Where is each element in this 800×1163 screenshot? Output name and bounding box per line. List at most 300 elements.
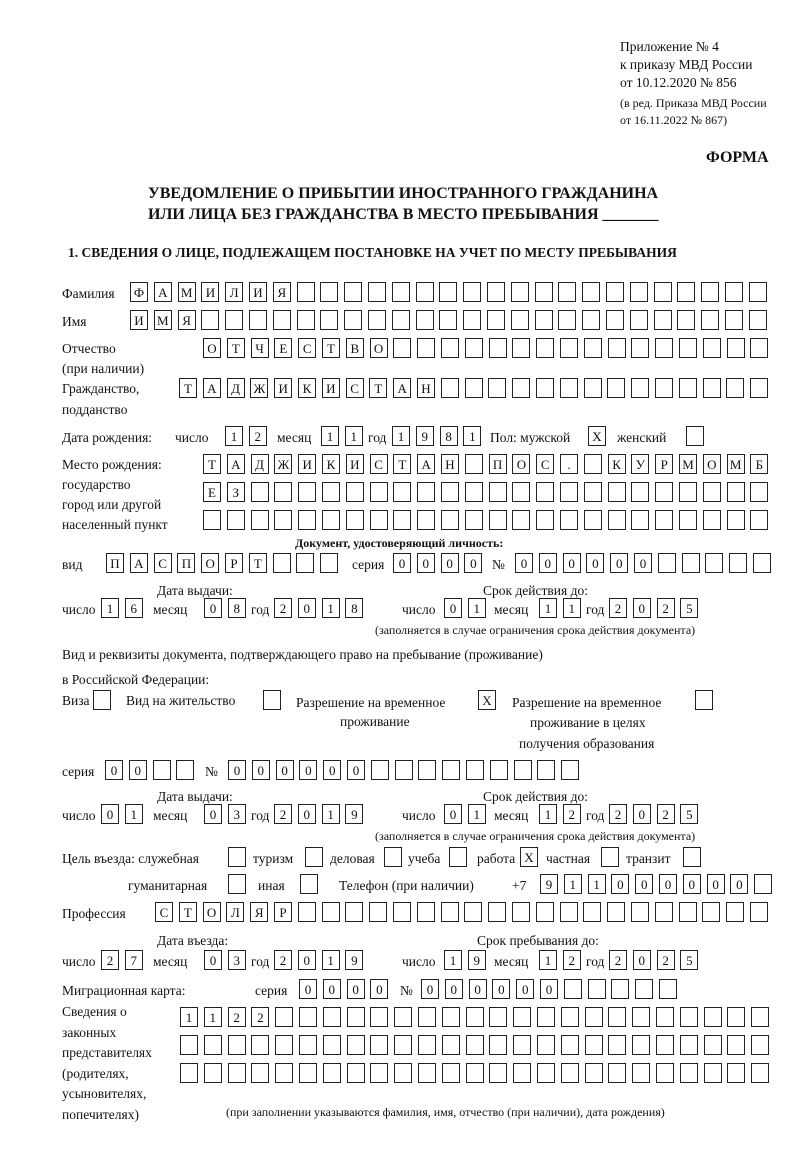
citizenship-cell[interactable]: [655, 378, 673, 398]
birth_place3-cell[interactable]: [298, 510, 316, 530]
patronymic-cell[interactable]: [417, 338, 435, 358]
birth_place3-cell[interactable]: [489, 510, 507, 530]
reps1-cell[interactable]: [537, 1007, 555, 1027]
birth_month-cell[interactable]: 1: [321, 426, 339, 446]
birth_place2-cell[interactable]: [417, 482, 435, 502]
name-cell[interactable]: [249, 310, 267, 330]
birth_place2-cell[interactable]: [584, 482, 602, 502]
stay_month-cell[interactable]: 2: [563, 950, 581, 970]
profession-cell[interactable]: [607, 902, 625, 922]
reps2-cell[interactable]: [656, 1035, 674, 1055]
doc_series-cell[interactable]: 0: [464, 553, 482, 573]
right_number-cell[interactable]: [537, 760, 555, 780]
patronymic-cell[interactable]: В: [346, 338, 364, 358]
reps1-cell[interactable]: [370, 1007, 388, 1027]
reps1-cell[interactable]: [394, 1007, 412, 1027]
mc_number-cell[interactable]: 0: [516, 979, 534, 999]
patronymic-cell[interactable]: Ч: [251, 338, 269, 358]
right_number-cell[interactable]: [371, 760, 389, 780]
citizenship-cell[interactable]: [703, 378, 721, 398]
right_series-cell[interactable]: [153, 760, 171, 780]
right_number-cell[interactable]: [395, 760, 413, 780]
right_issue_month-cell[interactable]: 0: [204, 804, 222, 824]
birth_place1-cell[interactable]: А: [227, 454, 245, 474]
phone-cell[interactable]: [754, 874, 772, 894]
birth_place2-cell[interactable]: Е: [203, 482, 221, 502]
entry_year-cell[interactable]: 0: [298, 950, 316, 970]
profession-cell[interactable]: Т: [179, 902, 197, 922]
birth_place1-cell[interactable]: И: [298, 454, 316, 474]
doc_valid_year-cell[interactable]: 2: [657, 598, 675, 618]
reps2-cell[interactable]: [228, 1035, 246, 1055]
birth_place3-cell[interactable]: [203, 510, 221, 530]
reps3-cell[interactable]: [180, 1063, 198, 1083]
name-cell[interactable]: [439, 310, 457, 330]
doc_issue_year-cell[interactable]: 1: [322, 598, 340, 618]
surname-cell[interactable]: [297, 282, 315, 302]
birth_month-cell[interactable]: 1: [345, 426, 363, 446]
birth_place1-cell[interactable]: Н: [441, 454, 459, 474]
right_number-cell[interactable]: [418, 760, 436, 780]
phone-cell[interactable]: 0: [611, 874, 629, 894]
right_series-cell[interactable]: [176, 760, 194, 780]
reps1-cell[interactable]: [418, 1007, 436, 1027]
mc_series-cell[interactable]: 0: [370, 979, 388, 999]
surname-cell[interactable]: Ф: [130, 282, 148, 302]
doc_valid_day-cell[interactable]: 1: [468, 598, 486, 618]
birth_place3-cell[interactable]: [274, 510, 292, 530]
surname-cell[interactable]: [535, 282, 553, 302]
birth_place2-cell[interactable]: [750, 482, 768, 502]
birth_place2-cell[interactable]: [512, 482, 530, 502]
birth_place2-cell[interactable]: [298, 482, 316, 502]
birth_year-cell[interactable]: 1: [463, 426, 481, 446]
birth_place3-cell[interactable]: [227, 510, 245, 530]
patronymic-cell[interactable]: [536, 338, 554, 358]
reps3-cell[interactable]: [394, 1063, 412, 1083]
birth_place2-cell[interactable]: [489, 482, 507, 502]
name-cell[interactable]: [701, 310, 719, 330]
profession-cell[interactable]: Р: [274, 902, 292, 922]
birth_place1-cell[interactable]: Т: [393, 454, 411, 474]
mc_number-cell[interactable]: 0: [421, 979, 439, 999]
reps2-cell[interactable]: [204, 1035, 222, 1055]
stay_year-cell[interactable]: 2: [609, 950, 627, 970]
reps1-cell[interactable]: [513, 1007, 531, 1027]
birth_place1-cell[interactable]: Т: [203, 454, 221, 474]
name-cell[interactable]: [320, 310, 338, 330]
profession-cell[interactable]: Я: [250, 902, 268, 922]
purpose_work-cell[interactable]: X: [520, 847, 538, 867]
birth_place2-cell[interactable]: З: [227, 482, 245, 502]
reps2-cell[interactable]: [180, 1035, 198, 1055]
entry_year-cell[interactable]: 9: [345, 950, 363, 970]
citizenship-cell[interactable]: [750, 378, 768, 398]
surname-cell[interactable]: А: [154, 282, 172, 302]
citizenship-cell[interactable]: [465, 378, 483, 398]
birth_place1-cell[interactable]: К: [322, 454, 340, 474]
mc_number-cell[interactable]: 0: [469, 979, 487, 999]
name-cell[interactable]: [225, 310, 243, 330]
reps1-cell[interactable]: [323, 1007, 341, 1027]
reps2-cell[interactable]: [466, 1035, 484, 1055]
birth_place3-cell[interactable]: [560, 510, 578, 530]
birth_place2-cell[interactable]: [679, 482, 697, 502]
profession-cell[interactable]: [488, 902, 506, 922]
right_number-cell[interactable]: [514, 760, 532, 780]
surname-cell[interactable]: [725, 282, 743, 302]
reps1-cell[interactable]: [442, 1007, 460, 1027]
reps2-cell[interactable]: [394, 1035, 412, 1055]
birth_year-cell[interactable]: 1: [392, 426, 410, 446]
name-cell[interactable]: [749, 310, 767, 330]
birth_place3-cell[interactable]: [655, 510, 673, 530]
citizenship-cell[interactable]: [726, 378, 744, 398]
reps2-cell[interactable]: [680, 1035, 698, 1055]
reps2-cell[interactable]: [751, 1035, 769, 1055]
phone-cell[interactable]: 0: [635, 874, 653, 894]
reps2-cell[interactable]: [727, 1035, 745, 1055]
reps3-cell[interactable]: [489, 1063, 507, 1083]
birth_place2-cell[interactable]: [465, 482, 483, 502]
name-cell[interactable]: [463, 310, 481, 330]
doc_kind-cell[interactable]: [273, 553, 291, 573]
entry_month-cell[interactable]: 3: [228, 950, 246, 970]
reps3-cell[interactable]: [561, 1063, 579, 1083]
doc_issue_month-cell[interactable]: 0: [204, 598, 222, 618]
birth_place3-cell[interactable]: [703, 510, 721, 530]
right_number-cell[interactable]: [466, 760, 484, 780]
profession-cell[interactable]: [512, 902, 530, 922]
patronymic-cell[interactable]: [489, 338, 507, 358]
birth_place2-cell[interactable]: [370, 482, 388, 502]
citizenship-cell[interactable]: А: [393, 378, 411, 398]
birth_place2-cell[interactable]: [322, 482, 340, 502]
purpose_other-cell[interactable]: [300, 874, 318, 894]
birth_place2-cell[interactable]: [703, 482, 721, 502]
profession-cell[interactable]: [417, 902, 435, 922]
doc_issue_year-cell[interactable]: 0: [298, 598, 316, 618]
mc_number-cell[interactable]: 0: [540, 979, 558, 999]
birth_place1-cell[interactable]: С: [536, 454, 554, 474]
right_number-cell[interactable]: 0: [276, 760, 294, 780]
right_number-cell[interactable]: 0: [252, 760, 270, 780]
doc_valid_year-cell[interactable]: 5: [680, 598, 698, 618]
mc_series-cell[interactable]: 0: [323, 979, 341, 999]
surname-cell[interactable]: [701, 282, 719, 302]
citizenship-cell[interactable]: [679, 378, 697, 398]
profession-cell[interactable]: [464, 902, 482, 922]
doc_valid_year-cell[interactable]: 2: [609, 598, 627, 618]
patronymic-cell[interactable]: [441, 338, 459, 358]
doc_kind-cell[interactable]: [320, 553, 338, 573]
citizenship-cell[interactable]: [560, 378, 578, 398]
birth_place1-cell[interactable]: М: [679, 454, 697, 474]
reps1-cell[interactable]: [299, 1007, 317, 1027]
doc_number-cell[interactable]: [729, 553, 747, 573]
patronymic-cell[interactable]: [608, 338, 626, 358]
right_number-cell[interactable]: 0: [299, 760, 317, 780]
surname-cell[interactable]: [320, 282, 338, 302]
birth_place2-cell[interactable]: [251, 482, 269, 502]
name-cell[interactable]: [630, 310, 648, 330]
surname-cell[interactable]: [487, 282, 505, 302]
right_valid_month-cell[interactable]: 1: [539, 804, 557, 824]
birth_place1-cell[interactable]: О: [703, 454, 721, 474]
name-cell[interactable]: [344, 310, 362, 330]
doc_number-cell[interactable]: [753, 553, 771, 573]
surname-cell[interactable]: И: [249, 282, 267, 302]
mc_number-cell[interactable]: 0: [492, 979, 510, 999]
birth_place3-cell[interactable]: [417, 510, 435, 530]
patronymic-cell[interactable]: Е: [274, 338, 292, 358]
name-cell[interactable]: [201, 310, 219, 330]
right_valid_year-cell[interactable]: 2: [657, 804, 675, 824]
reps1-cell[interactable]: [656, 1007, 674, 1027]
phone-cell[interactable]: 9: [540, 874, 558, 894]
doc_issue_year-cell[interactable]: 2: [274, 598, 292, 618]
reps2-cell[interactable]: [418, 1035, 436, 1055]
profession-cell[interactable]: [560, 902, 578, 922]
name-cell[interactable]: И: [130, 310, 148, 330]
right_valid_year-cell[interactable]: 5: [680, 804, 698, 824]
surname-cell[interactable]: [582, 282, 600, 302]
doc_kind-cell[interactable]: А: [130, 553, 148, 573]
surname-cell[interactable]: [630, 282, 648, 302]
profession-cell[interactable]: Л: [226, 902, 244, 922]
reps1-cell[interactable]: 2: [251, 1007, 269, 1027]
reps1-cell[interactable]: [680, 1007, 698, 1027]
birth_place2-cell[interactable]: [346, 482, 364, 502]
trp-cell[interactable]: X: [478, 690, 496, 710]
stay_month-cell[interactable]: 1: [539, 950, 557, 970]
birth_year-cell[interactable]: 9: [416, 426, 434, 446]
right_issue_year-cell[interactable]: 0: [298, 804, 316, 824]
residence-cell[interactable]: [263, 690, 281, 710]
doc_valid_year-cell[interactable]: 0: [633, 598, 651, 618]
reps3-cell[interactable]: [323, 1063, 341, 1083]
citizenship-cell[interactable]: [441, 378, 459, 398]
doc_kind-cell[interactable]: Т: [249, 553, 267, 573]
doc_kind-cell[interactable]: П: [177, 553, 195, 573]
profession-cell[interactable]: [631, 902, 649, 922]
entry_day-cell[interactable]: 7: [125, 950, 143, 970]
birth_place2-cell[interactable]: [631, 482, 649, 502]
surname-cell[interactable]: [511, 282, 529, 302]
reps1-cell[interactable]: [347, 1007, 365, 1027]
mc_number-cell[interactable]: [611, 979, 629, 999]
right_valid_day-cell[interactable]: 1: [468, 804, 486, 824]
doc_number-cell[interactable]: [705, 553, 723, 573]
birth_place1-cell[interactable]: П: [489, 454, 507, 474]
birth_place3-cell[interactable]: [584, 510, 602, 530]
citizenship-cell[interactable]: Ж: [250, 378, 268, 398]
reps3-cell[interactable]: [608, 1063, 626, 1083]
surname-cell[interactable]: [463, 282, 481, 302]
citizenship-cell[interactable]: И: [274, 378, 292, 398]
reps1-cell[interactable]: [727, 1007, 745, 1027]
patronymic-cell[interactable]: [512, 338, 530, 358]
doc_number-cell[interactable]: [682, 553, 700, 573]
birth_day-cell[interactable]: 1: [225, 426, 243, 446]
reps3-cell[interactable]: [251, 1063, 269, 1083]
reps1-cell[interactable]: [751, 1007, 769, 1027]
reps3-cell[interactable]: [704, 1063, 722, 1083]
phone-cell[interactable]: 0: [730, 874, 748, 894]
profession-cell[interactable]: [702, 902, 720, 922]
birth_place1-cell[interactable]: [584, 454, 602, 474]
right_series-cell[interactable]: 0: [129, 760, 147, 780]
stay_day-cell[interactable]: 9: [468, 950, 486, 970]
birth_place3-cell[interactable]: [631, 510, 649, 530]
profession-cell[interactable]: [322, 902, 340, 922]
right_issue_day-cell[interactable]: 0: [101, 804, 119, 824]
patronymic-cell[interactable]: [727, 338, 745, 358]
birth_place1-cell[interactable]: .: [560, 454, 578, 474]
phone-cell[interactable]: 1: [564, 874, 582, 894]
doc_kind-cell[interactable]: П: [106, 553, 124, 573]
right_valid_day-cell[interactable]: 0: [444, 804, 462, 824]
surname-cell[interactable]: [677, 282, 695, 302]
mc_number-cell[interactable]: 0: [445, 979, 463, 999]
birth_place1-cell[interactable]: Б: [750, 454, 768, 474]
mc_number-cell[interactable]: [659, 979, 677, 999]
stay_year-cell[interactable]: 0: [633, 950, 651, 970]
patronymic-cell[interactable]: Т: [322, 338, 340, 358]
profession-cell[interactable]: [655, 902, 673, 922]
patronymic-cell[interactable]: О: [370, 338, 388, 358]
profession-cell[interactable]: [583, 902, 601, 922]
right_issue_year-cell[interactable]: 9: [345, 804, 363, 824]
phone-cell[interactable]: 0: [659, 874, 677, 894]
citizenship-cell[interactable]: [512, 378, 530, 398]
purpose_service-cell[interactable]: [228, 847, 246, 867]
surname-cell[interactable]: [368, 282, 386, 302]
citizenship-cell[interactable]: [584, 378, 602, 398]
citizenship-cell[interactable]: А: [203, 378, 221, 398]
patronymic-cell[interactable]: Т: [227, 338, 245, 358]
surname-cell[interactable]: [416, 282, 434, 302]
reps1-cell[interactable]: [466, 1007, 484, 1027]
right_valid_year-cell[interactable]: 0: [633, 804, 651, 824]
birth_place3-cell[interactable]: [465, 510, 483, 530]
reps1-cell[interactable]: [704, 1007, 722, 1027]
birth_place2-cell[interactable]: [727, 482, 745, 502]
right_series-cell[interactable]: 0: [105, 760, 123, 780]
reps3-cell[interactable]: [656, 1063, 674, 1083]
citizenship-cell[interactable]: [536, 378, 554, 398]
male-cell[interactable]: X: [588, 426, 606, 446]
right_number-cell[interactable]: 0: [347, 760, 365, 780]
reps1-cell[interactable]: [585, 1007, 603, 1027]
right_number-cell[interactable]: [442, 760, 460, 780]
patronymic-cell[interactable]: [655, 338, 673, 358]
surname-cell[interactable]: Л: [225, 282, 243, 302]
surname-cell[interactable]: Я: [273, 282, 291, 302]
name-cell[interactable]: М: [154, 310, 172, 330]
profession-cell[interactable]: [750, 902, 768, 922]
mc_number-cell[interactable]: [635, 979, 653, 999]
profession-cell[interactable]: [345, 902, 363, 922]
profession-cell[interactable]: [536, 902, 554, 922]
reps1-cell[interactable]: [632, 1007, 650, 1027]
reps2-cell[interactable]: [561, 1035, 579, 1055]
reps2-cell[interactable]: [251, 1035, 269, 1055]
birth_place1-cell[interactable]: [465, 454, 483, 474]
surname-cell[interactable]: М: [178, 282, 196, 302]
reps3-cell[interactable]: [370, 1063, 388, 1083]
reps1-cell[interactable]: 1: [180, 1007, 198, 1027]
entry_month-cell[interactable]: 0: [204, 950, 222, 970]
profession-cell[interactable]: [726, 902, 744, 922]
doc_kind-cell[interactable]: О: [201, 553, 219, 573]
doc_series-cell[interactable]: 0: [441, 553, 459, 573]
birth_place3-cell[interactable]: [441, 510, 459, 530]
reps1-cell[interactable]: [489, 1007, 507, 1027]
patronymic-cell[interactable]: [393, 338, 411, 358]
profession-cell[interactable]: С: [155, 902, 173, 922]
birth_place1-cell[interactable]: О: [512, 454, 530, 474]
birth_place1-cell[interactable]: А: [417, 454, 435, 474]
name-cell[interactable]: [297, 310, 315, 330]
doc_number-cell[interactable]: 0: [634, 553, 652, 573]
name-cell[interactable]: [582, 310, 600, 330]
right_number-cell[interactable]: [490, 760, 508, 780]
name-cell[interactable]: [725, 310, 743, 330]
reps3-cell[interactable]: [442, 1063, 460, 1083]
name-cell[interactable]: [535, 310, 553, 330]
phone-cell[interactable]: 0: [707, 874, 725, 894]
right_issue_year-cell[interactable]: 2: [274, 804, 292, 824]
reps3-cell[interactable]: [537, 1063, 555, 1083]
surname-cell[interactable]: [558, 282, 576, 302]
citizenship-cell[interactable]: Н: [417, 378, 435, 398]
surname-cell[interactable]: [439, 282, 457, 302]
birth_place1-cell[interactable]: У: [631, 454, 649, 474]
patronymic-cell[interactable]: [703, 338, 721, 358]
name-cell[interactable]: [416, 310, 434, 330]
surname-cell[interactable]: И: [201, 282, 219, 302]
birth_day-cell[interactable]: 2: [249, 426, 267, 446]
birth_place2-cell[interactable]: [441, 482, 459, 502]
birth_place3-cell[interactable]: [512, 510, 530, 530]
doc_number-cell[interactable]: 0: [563, 553, 581, 573]
name-cell[interactable]: [654, 310, 672, 330]
birth_place1-cell[interactable]: И: [346, 454, 364, 474]
name-cell[interactable]: [606, 310, 624, 330]
profession-cell[interactable]: [441, 902, 459, 922]
reps3-cell[interactable]: [727, 1063, 745, 1083]
purpose_tourism-cell[interactable]: [305, 847, 323, 867]
citizenship-cell[interactable]: И: [322, 378, 340, 398]
birth_place3-cell[interactable]: [346, 510, 364, 530]
stay_year-cell[interactable]: 5: [680, 950, 698, 970]
patronymic-cell[interactable]: [750, 338, 768, 358]
citizenship-cell[interactable]: Т: [369, 378, 387, 398]
patronymic-cell[interactable]: С: [298, 338, 316, 358]
doc_issue_month-cell[interactable]: 8: [228, 598, 246, 618]
female-cell[interactable]: [686, 426, 704, 446]
surname-cell[interactable]: [749, 282, 767, 302]
stay_day-cell[interactable]: 1: [444, 950, 462, 970]
reps3-cell[interactable]: [466, 1063, 484, 1083]
purpose_private-cell[interactable]: [601, 847, 619, 867]
reps3-cell[interactable]: [418, 1063, 436, 1083]
mc_number-cell[interactable]: [588, 979, 606, 999]
name-cell[interactable]: [273, 310, 291, 330]
birth_place2-cell[interactable]: [274, 482, 292, 502]
reps2-cell[interactable]: [704, 1035, 722, 1055]
